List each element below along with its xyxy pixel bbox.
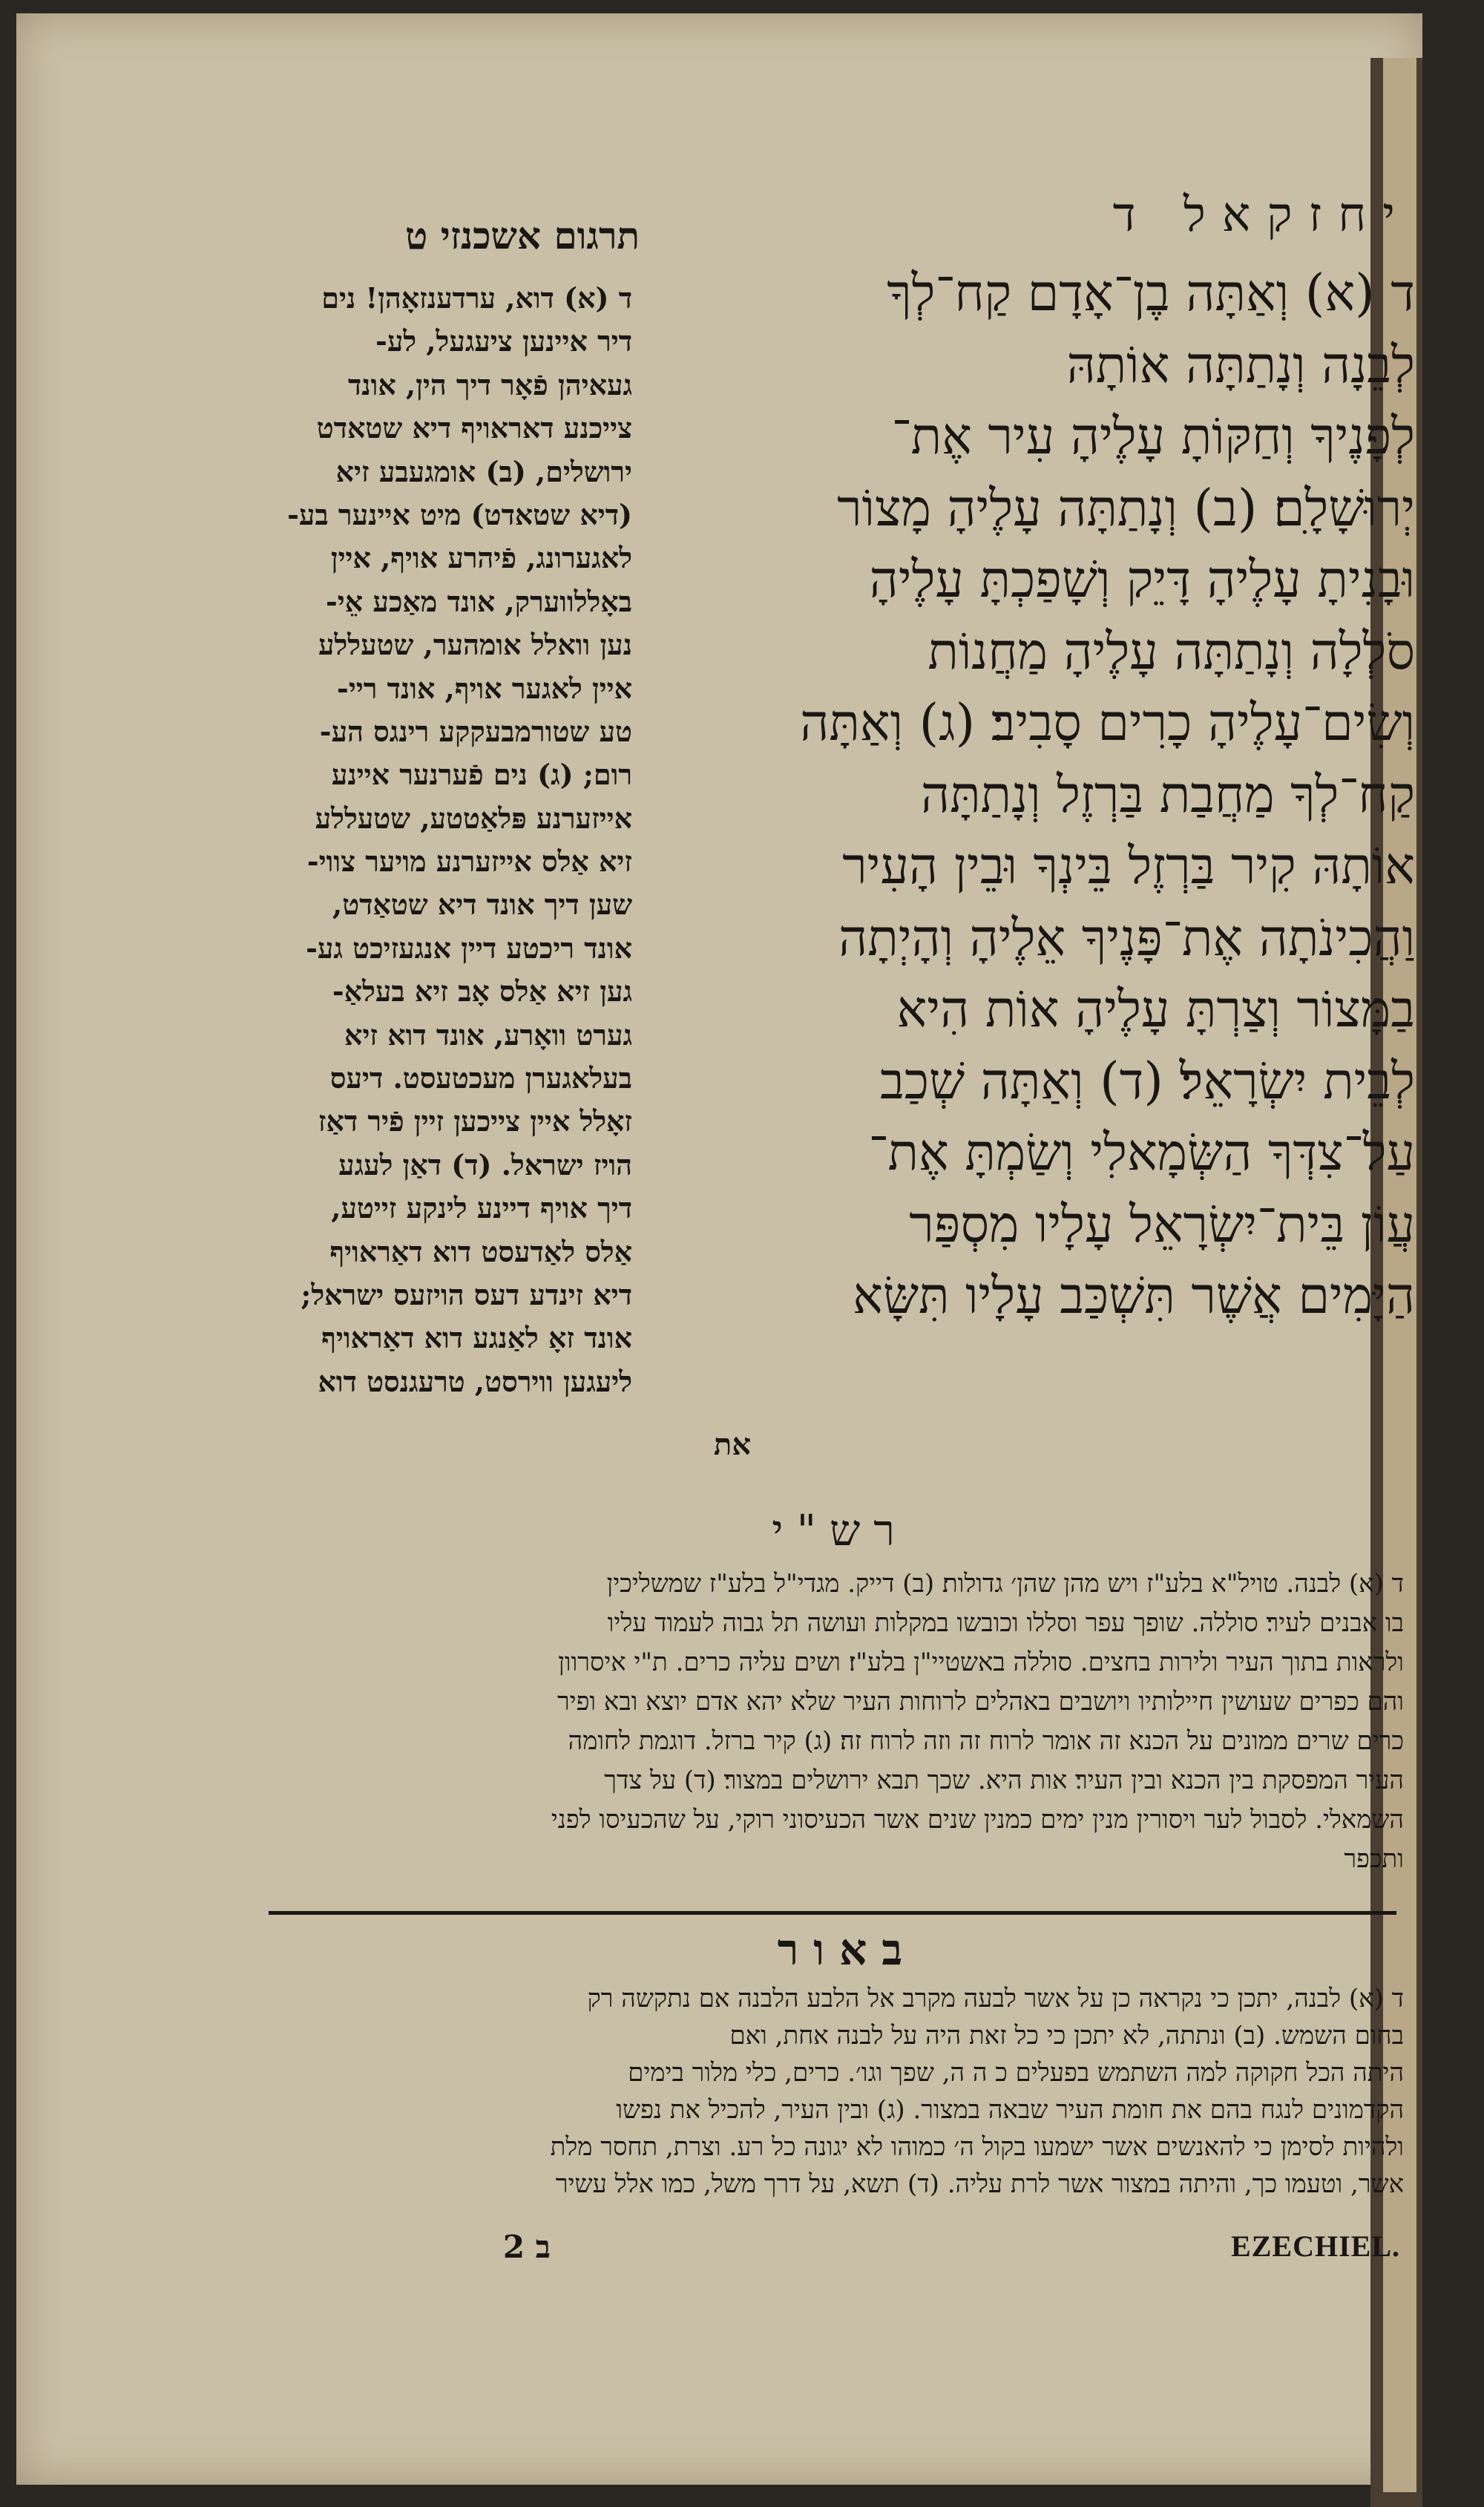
- targum-line: (דיא שטאדט) מיט איינער בע-: [287, 497, 632, 531]
- main-text-line: עֲוֹן בֵּית־יִשְׂרָאֵל עָלָיו מִסְפַּר: [909, 1195, 1415, 1254]
- targum-line: ד (א) דוא, ערדענזאָהן! נים: [321, 281, 632, 315]
- book-page: [16, 13, 1422, 2485]
- targum-line: איין לאגער אויף, אונד ריי-: [337, 671, 632, 705]
- biur-line: היתה הכל חקוקה למה השתמש בפעלים כ ה ה, שפך וגו׳. כרים, כלי מלור בימים: [628, 2058, 1404, 2088]
- targum-line: הויז ישראל. (ד) דאַן לעגע: [338, 1147, 632, 1182]
- targum-line: נען וואלל אומהער, שטעללע: [318, 628, 632, 662]
- main-hebrew-text: [651, 258, 1415, 1333]
- rashi-line: העיר המפסקת בין הכנא ובין העיר׃ אות היא. שכך תבא ירושלים במצור׃ (ד) על צדך: [604, 1766, 1404, 1795]
- targum-line: אונד זאָ לאַנגע דוא דאַראויף: [321, 1321, 632, 1355]
- targum-line: לאגערונג, פֿיהרע אויף, איין: [330, 541, 632, 575]
- rashi-line: ולראות בתוך העיר ולירות בחצים. סוללה באשטיי"ן בלע"ז׃ ושים עליה כרים. ת"י איסרוון: [558, 1648, 1404, 1677]
- rashi-line: ותכפר: [1344, 1844, 1404, 1874]
- targum-line: צייכנע דאראויף דיא שטאדט: [316, 411, 632, 445]
- targum-line: אַלס לאַדעסט דוא דאַראויף: [329, 1234, 632, 1268]
- targum-line: רום; (ג) נים פֿערנער איינע: [331, 758, 632, 792]
- biur-line: הקדמונים לנגח בהם את חומת העיר שבאה במצור. (ג) ובין העיר, להכיל את נפשו: [616, 2095, 1404, 2125]
- main-text-line: וְשִׂים־עָלֶיהָ כָרִים סָבִיב׃ (ג) וְאַתָּה: [800, 694, 1415, 753]
- targum-line: זיא אַלס אייזערנע מויער צווי-: [306, 845, 632, 879]
- rashi-line: והם כפרים שעושין חיילותיו ויושבים באהלים לרוחות העיר שלא יהא אדם יוצא ובא ופיר: [556, 1687, 1404, 1717]
- rashi-line: כרים שרים ממונים על הכנא זה אומר לרוח זה וזה לרוח זה׃ (ג) קיר ברזל. דוגמת לחומה: [568, 1726, 1404, 1756]
- rashi-heading: רש"י: [772, 1505, 908, 1556]
- targum-line: דיך אויף דיינע לינקע זייטע,: [331, 1191, 632, 1225]
- targum-line: שען דיך אונד דיא שטאַדט,: [332, 888, 632, 922]
- biur-line: ד (א) לבנה, יתכן כי נקראה כן על אשר לבעה מקרב אל הלבע הלבנה אם נתקשה רק: [587, 1984, 1404, 2013]
- main-text-line: סֹלְלָה וְנָתַתָּה עָלֶיהָ מַחֲנוֹת: [928, 622, 1415, 681]
- biur-line: בחום השמש. (ב) ונתתה, לא יתכן כי כל זאת היה על לבנה אחת, ואם: [729, 2021, 1404, 2051]
- main-text-line: בַמָּצוֹר וְצַרְתָּ עָלֶיהָ אוֹת הִיא: [896, 980, 1415, 1039]
- targum-line: אונד ריכטע דיין אנגעזיכט גע-: [306, 931, 632, 965]
- targum-line: ירושלים, (ב) אומגעבע זיא: [335, 454, 632, 488]
- targum-line: זאָלל איין צייכען זיין פֿיר דאַז: [318, 1104, 632, 1138]
- main-text-line: אוֹתָהּ קִיר בַּרְזֶל בֵּינְךָ וּבֵין הָעִיר: [842, 837, 1415, 896]
- main-text-line: וּבָנִיתָ עָלֶיהָ דָּיֵק וְשָׁפַכְתָּ עָלֶיהָ: [869, 551, 1415, 609]
- targum-line: גען זיא אַלס אָב זיא בעלאַ-: [332, 974, 632, 1009]
- rashi-commentary: [254, 1564, 1404, 1879]
- targum-line: באָללווערק, אונד מאַכע אֵי-: [325, 584, 632, 618]
- main-text-line: יְרוּשָׁלָ‍ִם׃ (ב) וְנָתַתָּה עָלֶיהָ מָצוֹר: [837, 479, 1415, 538]
- targum-line: געאיהן פֿאָר דיך הין, אונד: [347, 367, 632, 402]
- main-text-line: וַהֲכִינֹתָה אֶת־פָּנֶיךָ אֵלֶיהָ וְהָיְתָה: [838, 908, 1415, 968]
- main-text-line: לְפָנֶיךָ וְחַקּוֹתָ עָלֶיהָ עִיר אֶת־: [891, 407, 1415, 466]
- targum-line: דיא זינדע דעס הויזעס ישראל;: [301, 1277, 632, 1311]
- main-text-line: לְבֵנָה וְנָתַתָּה אוֹתָהּ: [1066, 335, 1415, 395]
- main-catchword: את: [713, 1427, 751, 1462]
- main-text-line: עַל־צִדְּךָ הַשְּׂמָאלִי וְשַׂמְתָּ אֶת־: [868, 1124, 1415, 1182]
- section-divider: [269, 1911, 1396, 1915]
- targum-title-header: תרגום אשכנזי ט: [405, 214, 640, 258]
- biur-commentary: [254, 1980, 1404, 2203]
- targum-line: גערט וואָרע, אונד דוא זיא: [344, 1017, 632, 1052]
- biur-heading: באור: [777, 1924, 918, 1975]
- main-text-line: קַח־לְךָ מַחֲבַת בַּרְזֶל וְנָתַתָּה: [920, 765, 1415, 825]
- rashi-line: השמאלי. לסבול לער ויסורין מנין ימים כמנין שנים אשר הכעיסוני רוקי, על שהכעיסו לפני: [551, 1805, 1404, 1835]
- targum-column: [220, 277, 632, 1403]
- book-title-header: יחזקאל ד: [1112, 188, 1411, 243]
- main-text-line: לְבֵית יִשְׂרָאֵל׃ (ד) וְאַתָּה שְׁכַב: [879, 1052, 1415, 1111]
- rashi-line: בו אבנים לעיר׃ סוללה. שופך עפר וסללו וכובשו במקלות ועושה תל גבוה לעמוד עליו: [607, 1608, 1404, 1638]
- main-text-line: ד (א) וְאַתָּה בֶן־אָדָם קַח־לְךָ: [887, 264, 1415, 323]
- targum-line: אייזערנע פּלאַטטע, שטעללע: [315, 801, 632, 835]
- biur-line: אשר, וטעמו כך, והיתה במצור אשר לרת עליה. (ד) תשא, על דרך משל, כמו אלל עשיר: [555, 2169, 1404, 2199]
- targum-line: ליעגען ווירסט, טרעגנסט דוא: [318, 1364, 632, 1398]
- rashi-line: ד (א) לבנה. טויל"א בלע"ז ויש מהן שהן׳ גדולות׃ (ב) דייק. מגדי"ל בלע"ז שמשליכין: [606, 1569, 1404, 1599]
- signature-mark: ב 2: [502, 2229, 551, 2265]
- bottom-catchword: EZECHIEL.: [1231, 2229, 1400, 2263]
- targum-line: טע שטורמבעקקע רינגס הע-: [319, 714, 632, 748]
- targum-line: דיר איינען ציעגעל, לע-: [375, 324, 632, 358]
- biur-line: ולהיות לסימן כי להאנשים אשר ישמעו בקול ה׳ כמוהו לא יגונה כל רע. וצרת, תחסר מלת: [550, 2132, 1404, 2162]
- main-text-line: הַיָּמִים אֲשֶׁר תִּשְׁכַּב עָלָיו תִּשָּׂא: [853, 1267, 1415, 1325]
- targum-line: בעלאגערן מעכטעסט. דיעס: [329, 1061, 632, 1095]
